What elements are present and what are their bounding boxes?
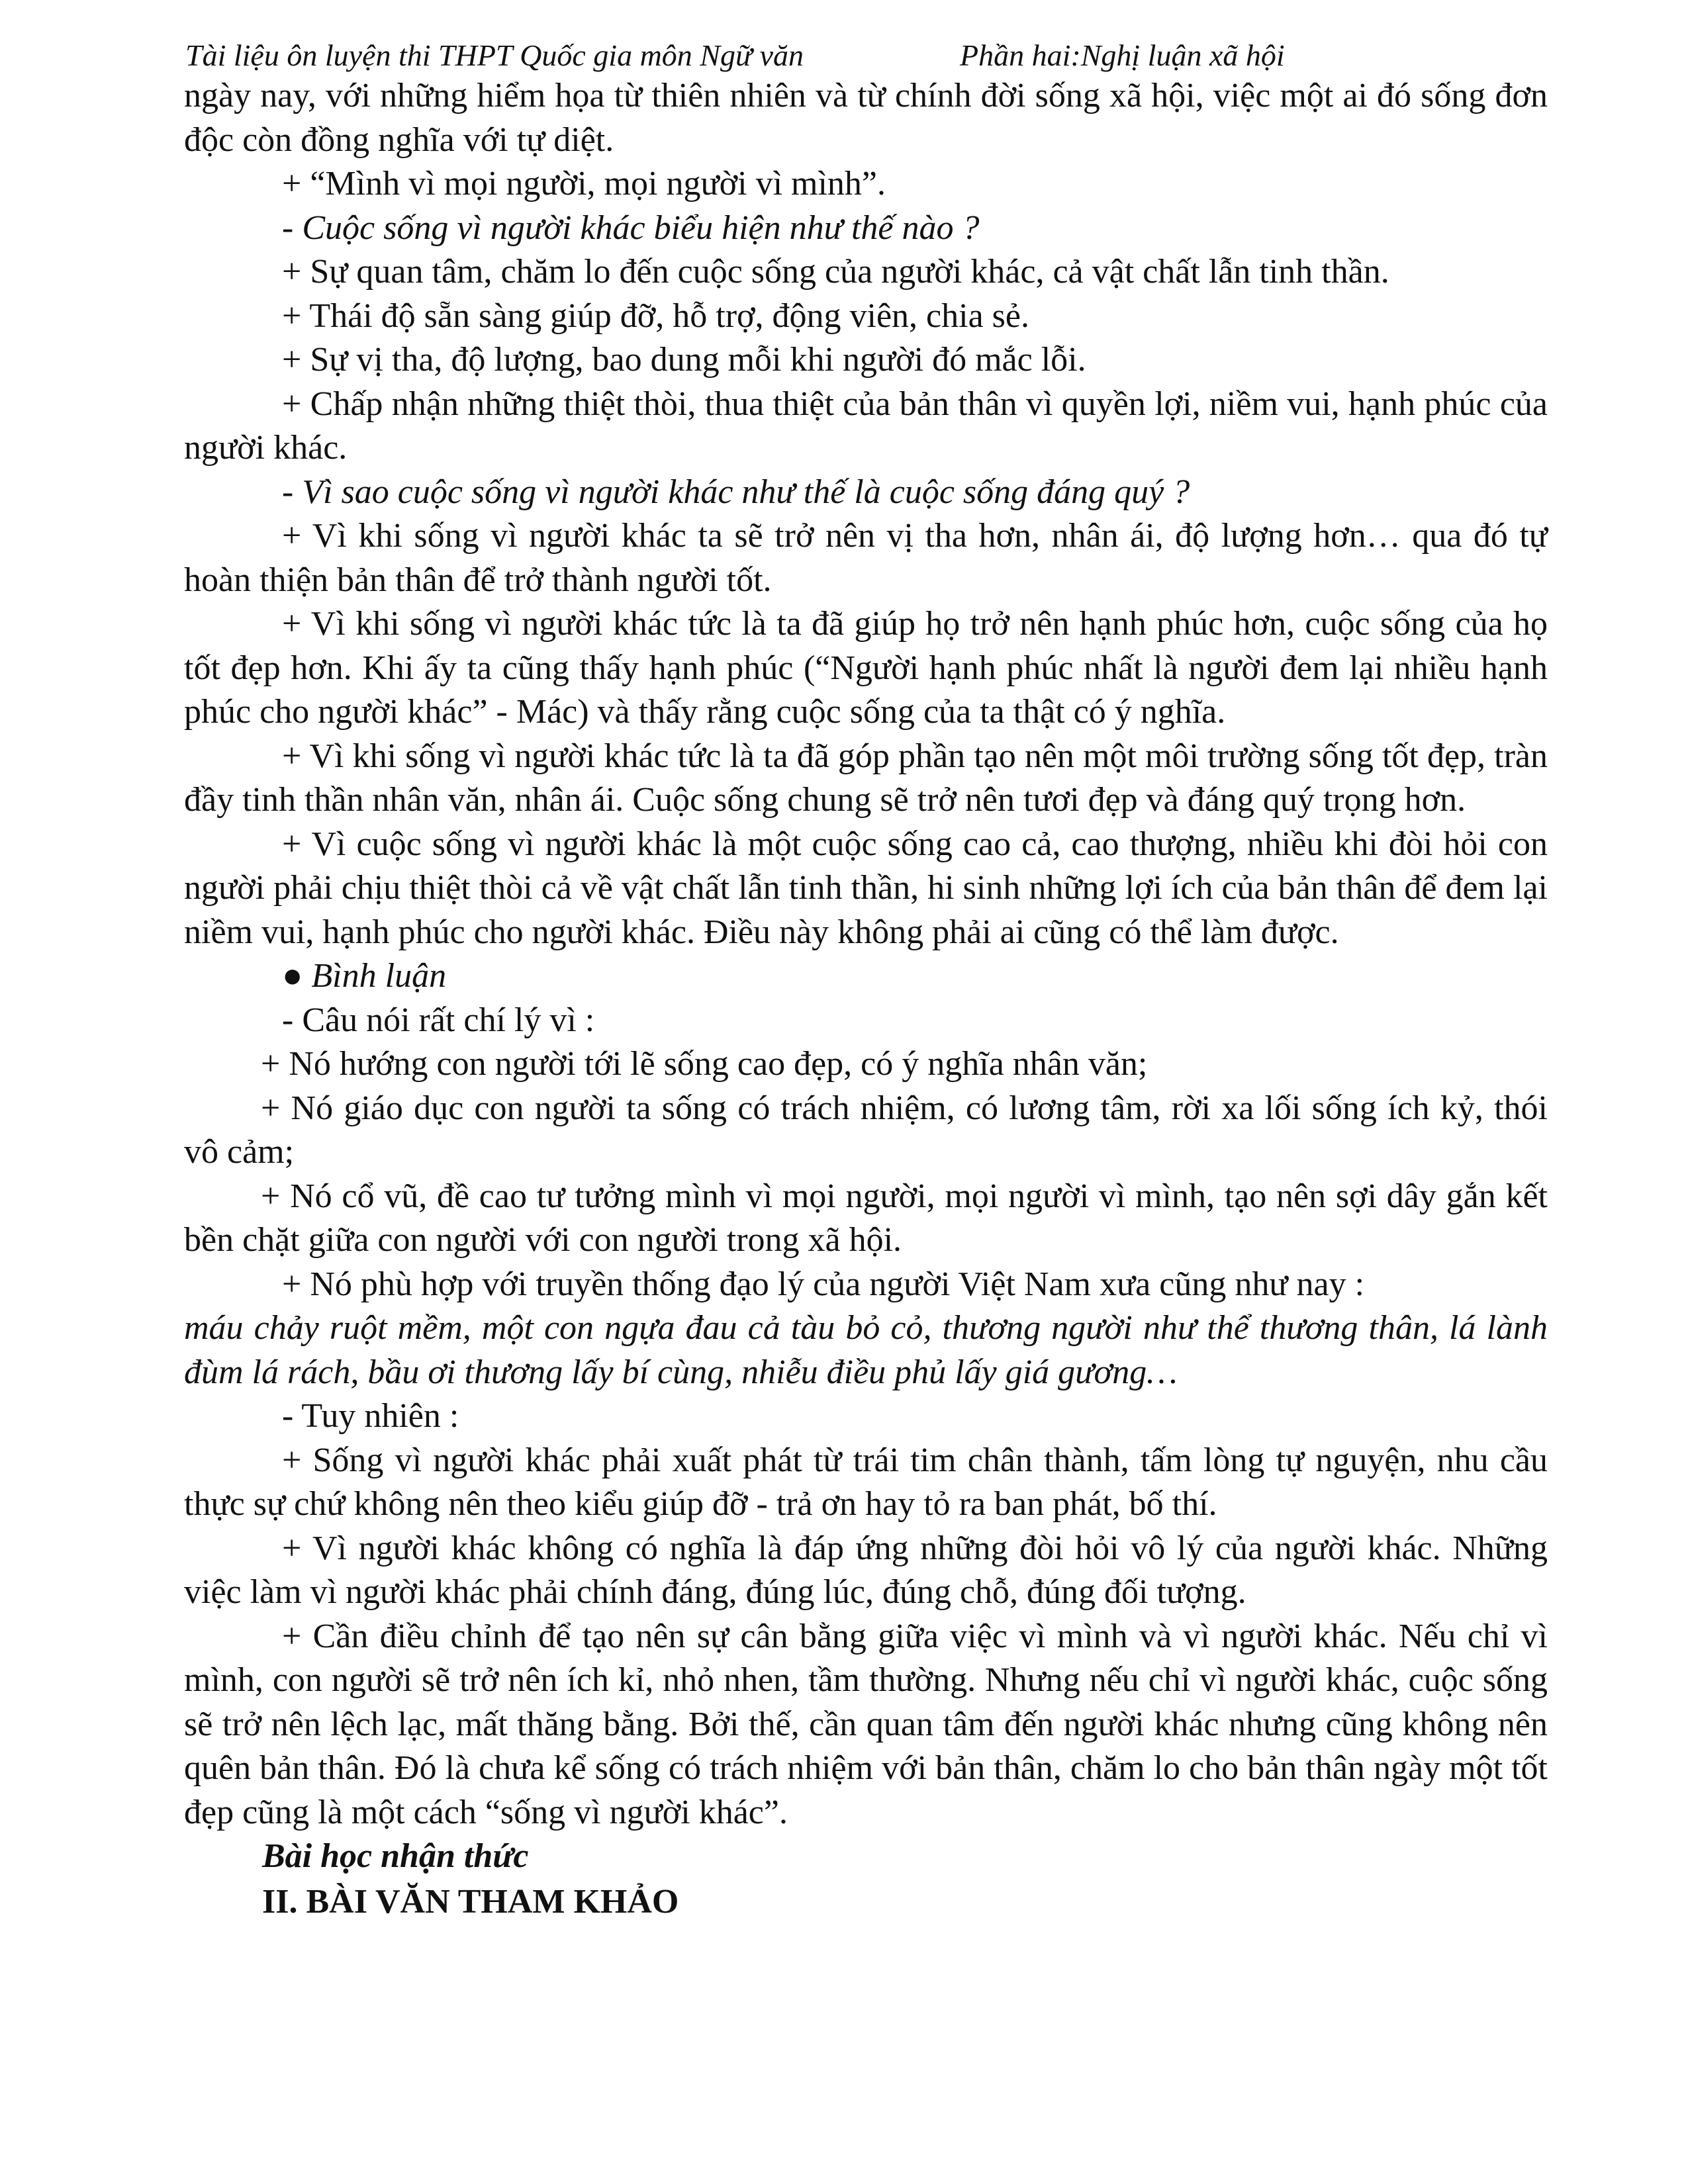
paragraph: + Sự quan tâm, chăm lo đến cuộc sống của người khác, cả vật chất lẫn tinh thần. [282,253,1389,291]
paragraph: + Sống vì người khác phải xuất phát từ trái tim chân thành, tấm lòng tự nguyện, nhu cầu thực sự chứ không nên theo kiểu giúp đỡ - trả ơn hay tỏ ra ban phát, bố thí. [184,1441,1548,1523]
paragraph: + Nó cổ vũ, đề cao tư tưởng mình vì mọi người, mọi người vì mình, tạo nên sợi dây gắn kết bền chặt giữa con người với con người trong xã hội. [184,1177,1548,1259]
paragraph: + Vì cuộc sống vì người khác là một cuộc sống cao cả, cao thượng, nhiều khi đòi hỏi con người phải chịu thiệt thòi cả về vật chất lẫn tinh thần, hi sinh những lợi ích của bản thân để đem lại niềm vui, hạnh phúc cho người khác. Điều này không phải ai cũng có thể làm được. [184,825,1548,951]
header-right: Phần hai:Nghị luận xã hội [960,38,1285,72]
paragraph: + Vì người khác không có nghĩa là đáp ứng những đòi hỏi vô lý của người khác. Những việc làm vì người khác phải chính đáng, đúng lúc, đúng chỗ, đúng đối tượng. [184,1529,1548,1611]
paragraph: + Nó phù hợp với truyền thống đạo lý của người Việt Nam xưa cũng như nay : [282,1265,1365,1303]
section-heading: ● Bình luận [282,957,447,995]
question-heading: - Cuộc sống vì người khác biểu hiện như thế nào ? [282,208,980,247]
paragraph: + Nó hướng con người tới lẽ sống cao đẹp, có ý nghĩa nhân văn; [261,1045,1148,1083]
page-header [185,36,1536,75]
subheading-lesson: Bài học nhận thức [262,1837,529,1875]
paragraph: + Chấp nhận những thiệt thòi, thua thiệt của bản thân vì quyền lợi, niềm vui, hạnh phúc của người khác. [184,385,1548,467]
document-body [184,74,1548,1924]
proverbs-line: máu chảy ruột mềm, một con ngựa đau cả tàu bỏ cỏ, thương người như thể thương thân, lá lành đùm lá rách, bầu ơi thương lấy bí cùng, nhiễu điều phủ lấy giá gương… [184,1309,1548,1391]
paragraph: - Tuy nhiên : [282,1397,459,1435]
section-title: II. BÀI VĂN THAM KHẢO [262,1882,679,1921]
paragraph: + Cần điều chỉnh để tạo nên sự cân bằng giữa việc vì mình và vì người khác. Nếu chỉ vì mình, con người sẽ trở nên ích kỉ, nhỏ nhen, tầm thường. Nhưng nếu chỉ vì người khác, cuộc sống sẽ trở nên lệch lạc, mất thăng bằng. Bởi thế, cần quan tâm đến người khác nhưng cũng không nên quên bản thân. Đó là chưa kể sống có trách nhiệm với bản thân, chăm lo cho bản thân ngày một tốt đẹp cũng là một cách “sống vì người khác”. [184,1617,1548,1831]
question-heading: - Vì sao cuộc sống vì người khác như thế là cuộc sống đáng quý ? [282,473,1190,511]
paragraph: + Thái độ sẵn sàng giúp đỡ, hỗ trợ, động viên, chia sẻ. [282,296,1029,335]
paragraph: + Vì khi sống vì người khác ta sẽ trở nên vị tha hơn, nhân ái, độ lượng hơn… qua đó tự hoàn thiện bản thân để trở thành người tốt. [184,517,1548,599]
paragraph: + Vì khi sống vì người khác tức là ta đã góp phần tạo nên một môi trường sống tốt đẹp, tràn đầy tinh thần nhân văn, nhân ái. Cuộc sống chung sẽ trở nên tươi đẹp và đáng quý trọng hơn. [184,737,1548,819]
paragraph: + “Mình vì mọi người, mọi người vì mình”. [282,165,886,203]
paragraph: + Nó giáo dục con người ta sống có trách nhiệm, có lương tâm, rời xa lối sống ích kỷ, thói vô cảm; [184,1089,1548,1171]
header-left: Tài liệu ôn luyện thi THPT Quốc gia môn Ngữ văn [185,38,804,72]
paragraph: + Vì khi sống vì người khác tức là ta đã giúp họ trở nên hạnh phúc hơn, cuộc sống của họ tốt đẹp hơn. Khi ấy ta cũng thấy hạnh phúc (“Người hạnh phúc nhất là người đem lại nhiều hạnh phúc cho người khác” - Mác) và thấy rằng cuộc sống của ta thật có ý nghĩa. [184,605,1548,731]
paragraph: + Sự vị tha, độ lượng, bao dung mỗi khi người đó mắc lỗi. [282,341,1086,379]
paragraph: - Câu nói rất chí lý vì : [282,1001,595,1039]
paragraph: ngày nay, với những hiểm họa từ thiên nhiên và từ chính đời sống xã hội, việc một ai đó sống đơn độc còn đồng nghĩa với tự diệt. [184,77,1548,159]
